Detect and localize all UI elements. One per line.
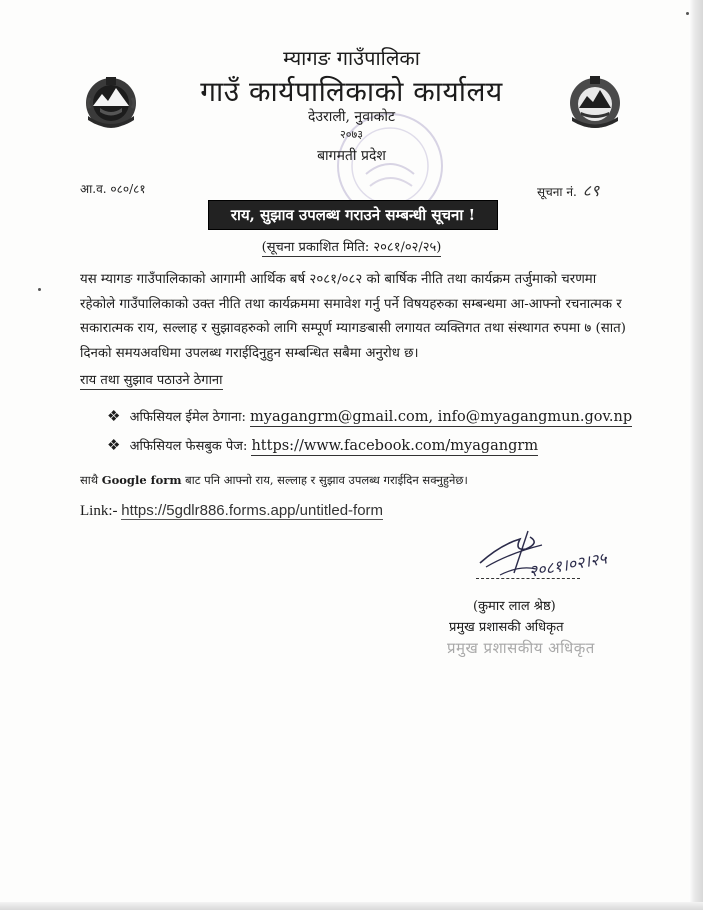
google-form-note [80,473,468,488]
establishment-year: २०७३ [340,128,363,141]
email-addresses[interactable]: myagangrm@gmail.com, info@myagangmun.gov.np [250,409,633,425]
notice-number-label: सूचना नं. [537,185,577,199]
body-line: रहेकोले गाउँपालिकाको उक्त नीति तथा कार्यक्रममा समावेश गर्नु पर्ने विषयहरुका सम्बन्धमा आ-आफ्नो रचनात्मक र [80,296,622,312]
notice-number [537,179,599,201]
body-line: दिनको समयअवधिमा उपलब्ध गराईदिनुहुन सम्बन्धित सबैमा अनुरोध छ। [80,345,419,361]
link-label: Link:- [80,503,118,519]
facebook-contact [107,436,538,454]
signer-name: (कुमार लाल श्रेष्ठ) [473,599,556,614]
municipality-name: म्यागङ गाउँपालिका [283,46,420,70]
scan-edge-bottom [0,902,703,910]
office-title: गाउँ कार्यपालिकाको कार्यालय [200,75,503,108]
form-link[interactable]: https://5gdlr886.forms.app/untitled-form [121,502,384,519]
facebook-link[interactable]: https://www.facebook.com/myagangrm [251,438,539,454]
signature [470,525,650,595]
body-line: सकारात्मक राय, सल्लाह र सुझावहरुको लागि सम्पूर्ण म्यागङबासी लगायत व्यक्तिगत तथा संस्थागत रुपमा ७ (सात) [80,321,626,336]
google-note-prefix: साथै [80,473,99,487]
notice-number-value: ८९ [582,181,600,200]
notice-headline: राय, सुझाव उपलब्ध गराउने सम्बन्धी सूचना ! [208,200,498,230]
designation-stamp: प्रमुख प्रशासकीय अधिकृत [447,639,595,657]
email-label: अफिसियल ईमेल ठेगाना: [129,410,246,425]
email-contact [107,407,632,425]
diamond-bullet-icon: ❖ [107,436,121,454]
diamond-bullet-icon: ❖ [107,407,121,425]
province-name: बागमती प्रदेश [317,148,386,164]
fiscal-year: आ.व. ०८०/८१ [80,182,146,196]
form-link-line [80,502,383,520]
notice-body [80,268,632,366]
google-form-term: Google form [101,473,182,487]
published-date-text: (सूचना प्रकाशित मिति: २०८१/०२/२५) [261,240,442,255]
address-heading [80,370,223,388]
signature-date: २०८१।०२।२५ [527,548,609,581]
scan-edge-right [689,0,703,910]
office-address: देउराली, नुवाकोट [307,109,396,125]
google-note-rest: बाट पनि आफ्नो राय, सल्लाह र सुझाव उपलब्ध गराईदिन सक्नुहुनेछ। [185,473,468,487]
facebook-label: अफिसियल फेसबुक पेज: [129,439,248,454]
body-line: यस म्यागङ गाउँपालिकाको आगामी आर्थिक बर्ष २०८१/०८२ को बार्षिक नीति तथा कार्यक्रम तर्जुमाको चरणमा [80,272,597,287]
published-date [0,237,703,255]
signature-line [476,578,580,579]
address-heading-text: राय तथा सुझाव पठाउने ठेगाना [80,373,223,388]
scan-speck [38,288,41,291]
signer-title: प्रमुख प्रशासकी अधिकृत [449,620,564,635]
